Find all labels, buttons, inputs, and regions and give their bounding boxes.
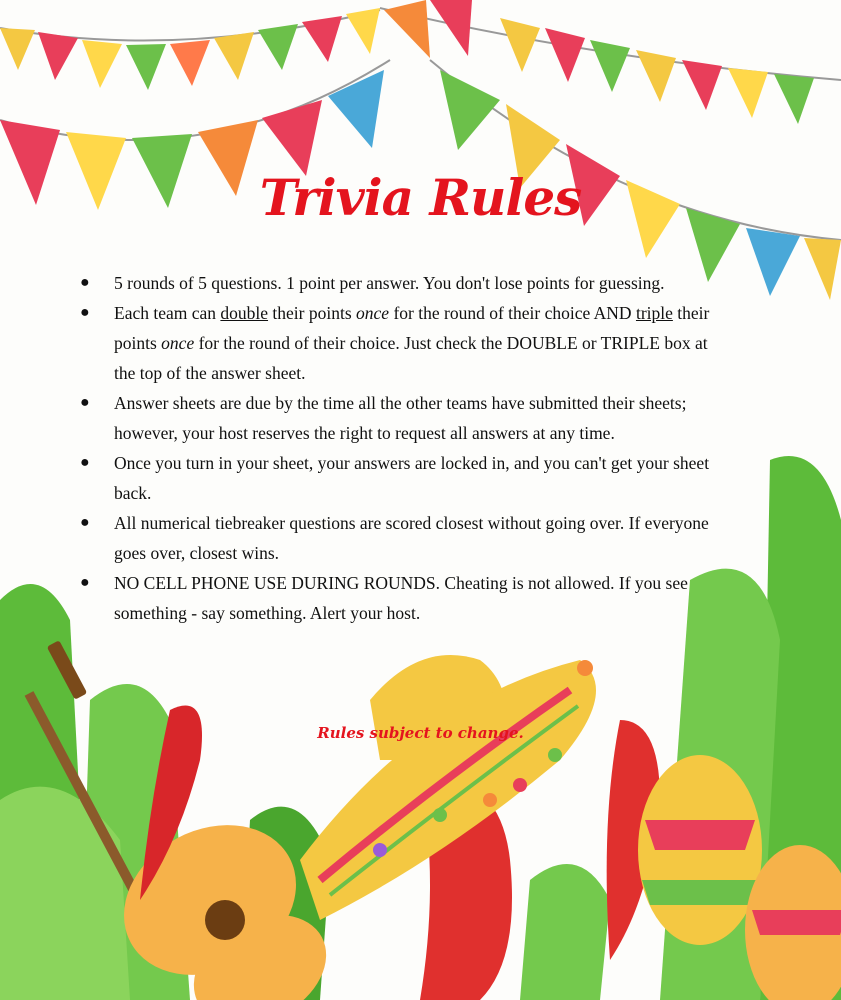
triple-underlined: triple [635,303,673,323]
double-underlined: double [220,303,269,323]
bullet-icon: ● [80,274,90,291]
rule-text: Answer sheets are due by the time all the other teams have submitted their sheets; however, your host reserves the right to request all answers at any time. [114,393,687,443]
bullet-icon: ● [80,454,90,471]
once-emphasis: once [161,333,195,353]
rule-item [78,508,718,568]
rule-text: All numerical tiebreaker questions are scored closest without going over. If everyone goes over, closest wins. [114,513,709,563]
bullet-icon: ● [80,304,90,321]
rule-text: Each team can double their points once for the round of their choice AND triple their points once for the round of their choice. Just check the DOUBLE or TRIPLE box at the top of the answer sheet. [114,303,710,383]
bullet-icon: ● [80,394,90,411]
page-title: Trivia Rules [259,168,582,227]
rule-text: NO CELL PHONE USE DURING ROUNDS. Cheating is not allowed. If you see something - say something. Alert your host. [114,573,688,623]
rule-item [78,388,718,448]
rule-item [78,298,718,388]
rule-item [78,568,718,628]
rule-item [78,448,718,508]
rule-text: 5 rounds of 5 questions. 1 point per answer. You don't lose points for guessing. [114,273,665,293]
rule-text: Once you turn in your sheet, your answers are locked in, and you can't get your sheet back. [114,453,710,503]
rule-item [78,268,718,298]
bunting-flags [0,0,841,300]
rules-list [78,268,718,628]
footer-note: Rules subject to change. [317,724,524,742]
bullet-icon: ● [80,574,90,591]
once-emphasis: once [356,303,390,323]
bullet-icon: ● [80,514,90,531]
